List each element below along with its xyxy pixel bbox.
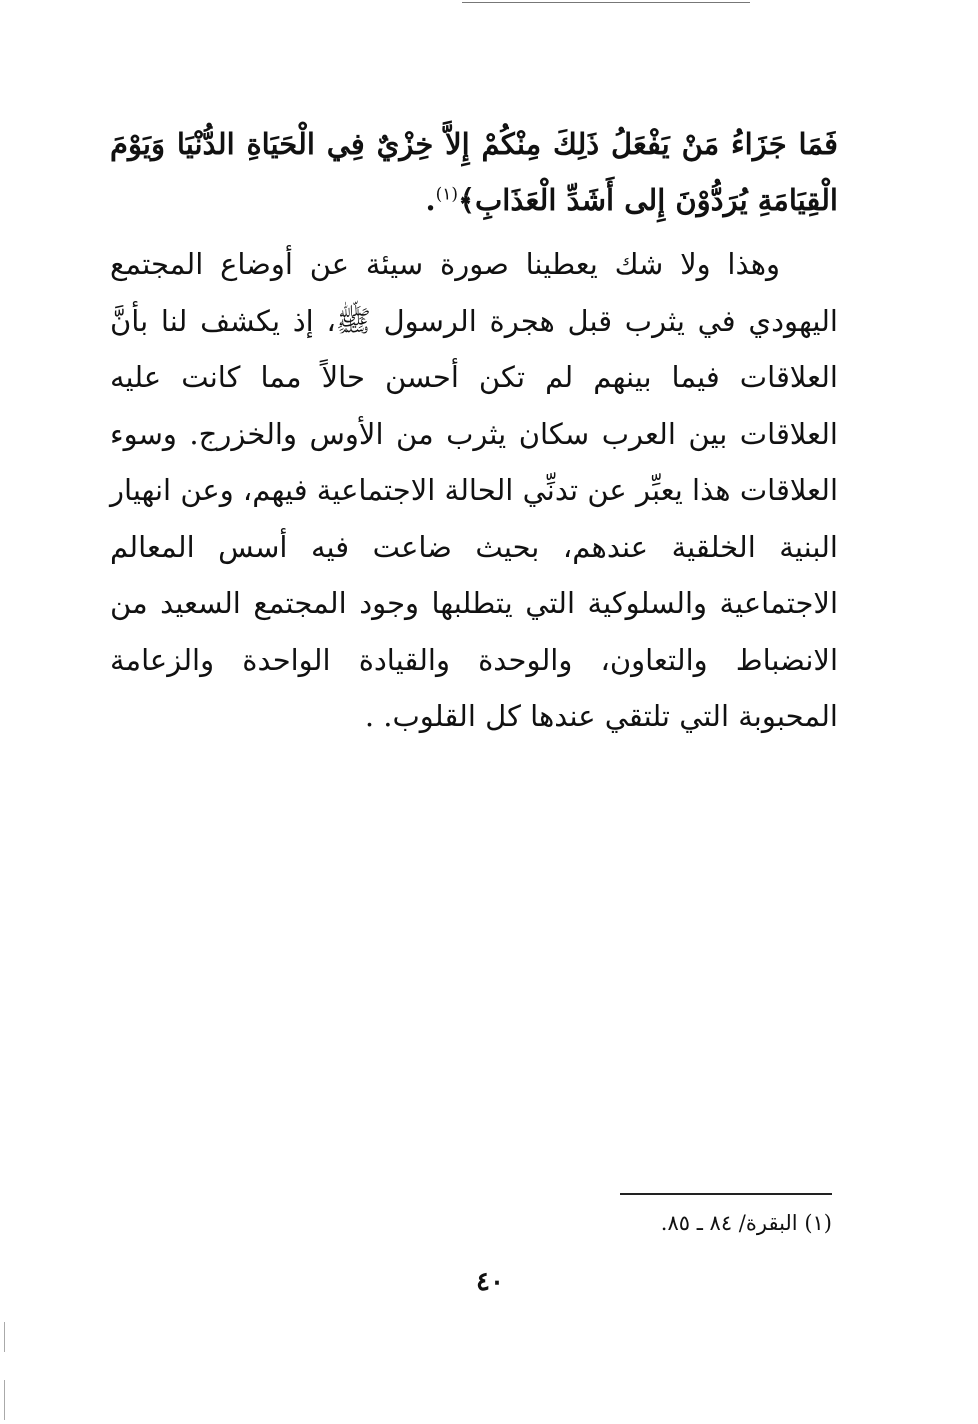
quran-verse-text: فَمَا جَزَاءُ مَنْ يَفْعَلُ ذَلِكَ مِنْكُمْ إِلاَّ خِزْيٌ فِي الْحَيَاةِ الدُّنْيَا وَيَوْمَ الْقِيَامَةِ يُرَدُّوْنَ إِلى أَشَدِّ الْعَذَابِ﴾ <box>110 127 838 217</box>
verse-end-mark: . <box>425 183 436 217</box>
scan-margin-mark <box>4 1380 5 1420</box>
footnote-reference: (١) <box>435 184 458 205</box>
body-text <box>110 236 838 745</box>
top-rule <box>462 2 750 3</box>
footnote: (١) البقرة/ ٨٤ ـ ٨٥. <box>660 1211 832 1235</box>
body-paragraph: وهذا ولا شك يعطينا صورة سيئة عن أوضاع المجتمع اليهودي في يثرب قبل هجرة الرسول ﷺ، إذ يكشف لنا بأنَّ العلاقات فيما بينهم لم تكن أحسن حالاً مما كانت عليه العلاقات بين العرب سكان يثرب من الأوس والخزرج. وسوء العلاقات هذا يعبِّر عن تدنِّي الحالة الاجتماعية فيهم، وعن انهيار البنية الخلقية عندهم، بحيث ضاعت فيه أسس المعالم الاجتماعية والسلوكية التي يتطلبها وجود المجتمع السعيد من الانضباط والتعاون، والوحدة والقيادة الواحدة والزعامة المحبوبة التي تلتقي عندها كل القلوب. . <box>110 247 838 733</box>
quran-verse <box>110 116 838 228</box>
page-number: ٤٠ <box>476 1267 504 1297</box>
scan-margin-mark <box>4 1322 5 1352</box>
footnote-separator <box>620 1193 832 1195</box>
